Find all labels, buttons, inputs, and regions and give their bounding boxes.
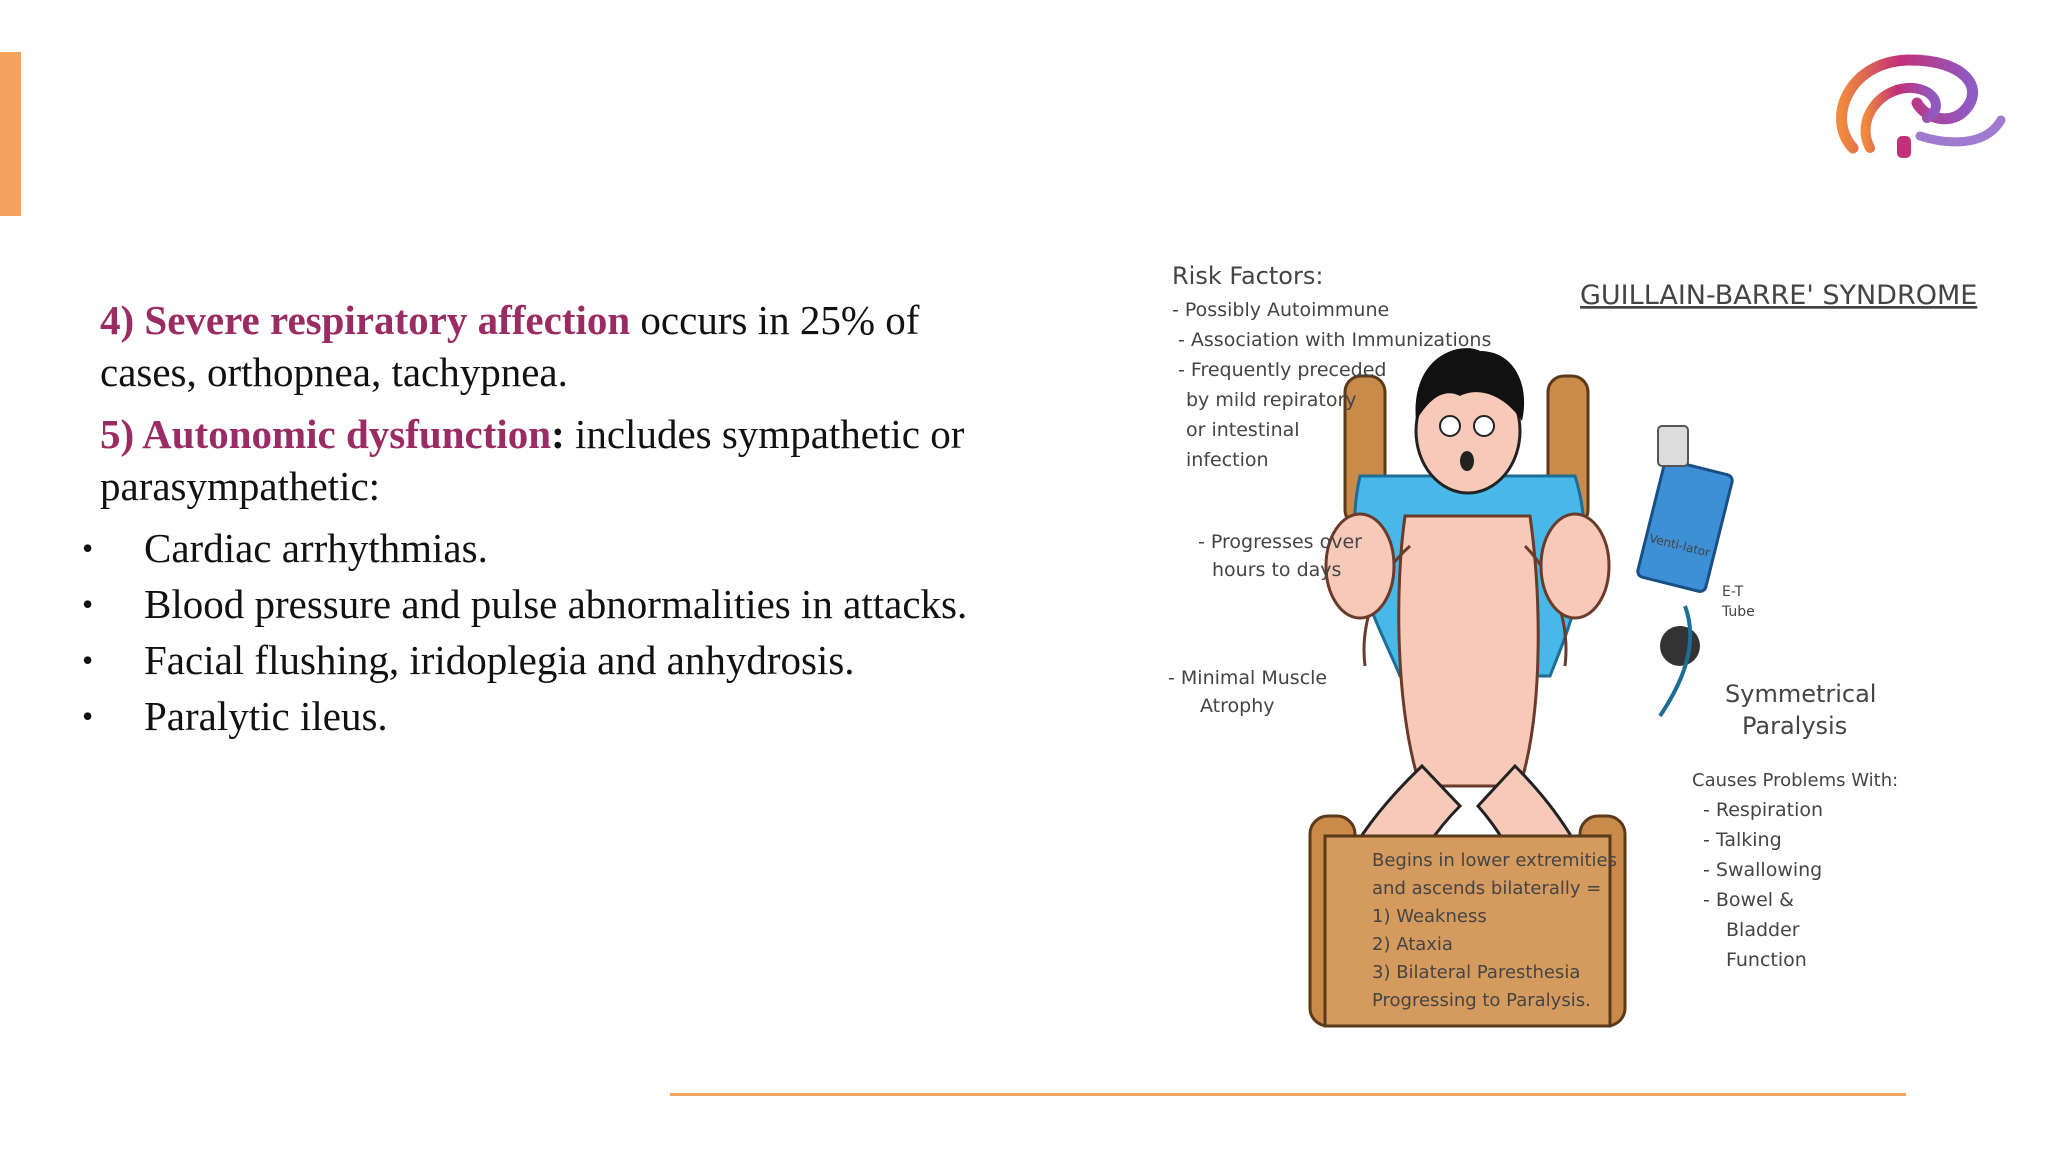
- paragraph-autonomic: [100, 408, 1000, 512]
- guillain-barre-illustration: [1160, 246, 1978, 1036]
- list-item: • Cardiac arrhythmias.: [82, 522, 982, 574]
- bullet-list: [82, 522, 982, 742]
- colon-text: :: [551, 411, 565, 457]
- ventilator-wheel: [1660, 626, 1700, 666]
- patient-body: [1399, 516, 1538, 786]
- highlight-text: 4) Severe respiratory affection: [100, 297, 631, 343]
- body-text: includes sympathetic or parasympathetic:: [100, 411, 965, 509]
- progress-text: - Progresses over hours to days: [1198, 531, 1362, 581]
- mouth: [1460, 451, 1474, 471]
- slide-text: [100, 294, 1000, 746]
- list-item: • Facial flushing, iridoplegia and anhydrosis.: [82, 634, 982, 686]
- accent-bar: [0, 52, 21, 216]
- paragraph-respiratory: [100, 294, 1000, 398]
- footer-divider: [670, 1093, 1906, 1096]
- atrophy-text: - Minimal Muscle Atrophy: [1168, 667, 1328, 717]
- eye-left: [1440, 416, 1460, 436]
- ventilator-icon: [1637, 459, 1734, 592]
- risk-factors-text: - Possibly Autoimmune - Association with Immunizations - Frequently preceded by mild repiratory or intestinal infection: [1172, 299, 1492, 471]
- bed-caption: Begins in lower extremities and ascends bilaterally = 1) Weakness 2) Ataxia 3) Bilateral Paresthesia Progressing to Paralysis.: [1372, 850, 1618, 1011]
- causes-heading: Causes Problems With:: [1692, 770, 1899, 791]
- risk-heading: Risk Factors:: [1172, 262, 1324, 290]
- ventilator-bottle: [1658, 426, 1688, 466]
- hand-right: [1541, 514, 1609, 618]
- brand-logo: [1825, 48, 2005, 168]
- eye-right: [1474, 416, 1494, 436]
- causes-list: - Respiration - Talking - Swallowing - Bowel & Bladder Function: [1703, 799, 1824, 971]
- list-item: • Blood pressure and pulse abnormalities in attacks.: [82, 578, 982, 630]
- ventilator-label: Venti-lator: [1647, 531, 1712, 560]
- tube-label: E-T Tube: [1722, 584, 1755, 620]
- figure-title: GUILLAIN-BARRE' SYNDROME: [1580, 280, 1978, 311]
- paralysis-text: Symmetrical Paralysis: [1725, 680, 1877, 740]
- body-text: occurs in 25% of cases, orthopnea, tachypnea.: [100, 297, 920, 395]
- highlight-text: 5) Autonomic dysfunction: [100, 411, 552, 457]
- list-item: • Paralytic ileus.: [82, 690, 982, 742]
